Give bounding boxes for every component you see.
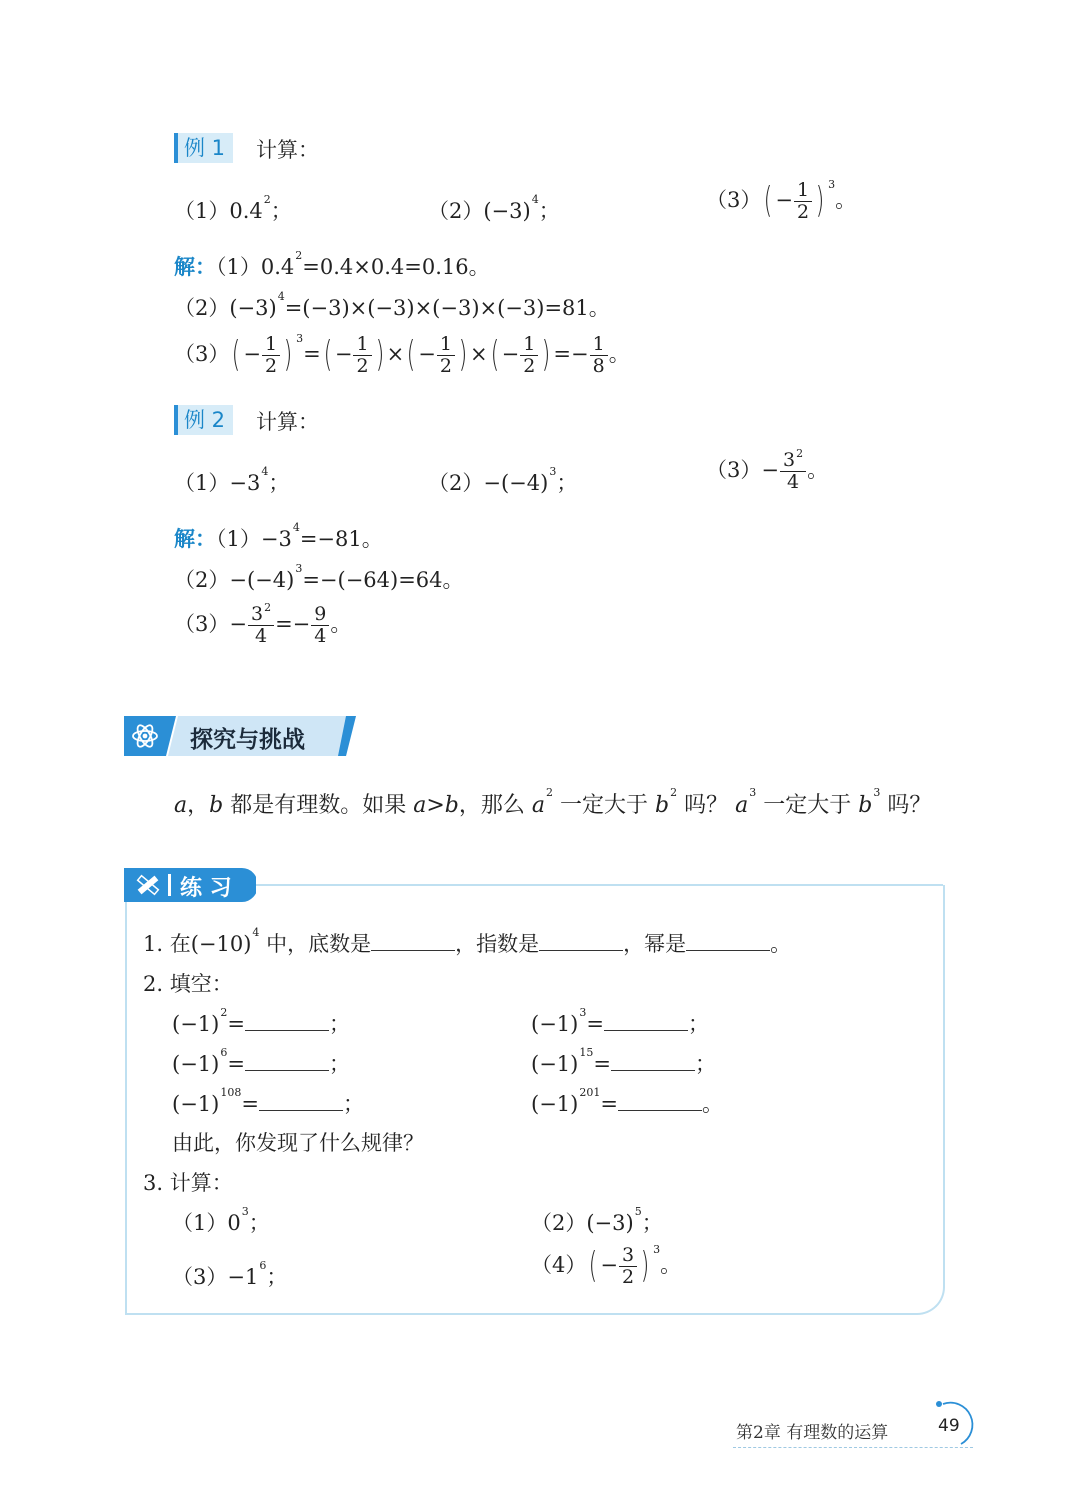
ex1-solution-2: $(2)(-3)^4=(-3)\times(-3)\times(-3)\times(-3)=81$。 [174,290,610,320]
ex1-solution-3: （3）( − $\frac{1}{2}$ ) $^3$=( − $\frac{1}{2}$ ) ×( − $\frac{1}{2}$ ) ×( − $\frac{1}{2}$ ) =− $\frac{1}{8}$ 。 [174,332,630,377]
chapter-label: 第2章 有理数的运算 [736,1423,889,1443]
footer-dashed-line [733,1447,973,1448]
fill-item: $(-1)^{108}=$ ； [172,1086,364,1116]
answer-blank[interactable] [686,932,770,951]
fill-item: $(-1)^3=$ ； [531,1006,709,1036]
calc-item-4: （4）( − $\frac{3}{2}$ ) $^3$。 [531,1243,682,1288]
rule-question: 由此，你发现了什么规律？ [172,1131,424,1155]
explore-question: a，b 都是有理数。如果 a>b，那么 $a^2$ 一定大于 $b^2$ 吗？ $a^3$ 一定大于 $b^3$ 吗？ [174,786,932,818]
ex2-question-2: $(2)-(-4)^3$； [428,465,578,495]
ex2-solution-1: 解：$(1)-3^4=-81$。 [174,521,383,551]
ex1-question-2: $(2)(-3)^4$； [428,193,560,223]
answer-blank[interactable] [245,1012,329,1031]
answer-blank[interactable] [611,1052,695,1071]
example-1-prompt: 计算： [256,138,319,162]
practice-title: 练 习 [180,876,232,901]
page-arc-decoration [925,1398,977,1450]
ex1-question-1: $(1)0.4^2$； [174,193,292,223]
practice-q3: 3. 计算： [143,1171,233,1195]
answer-blank[interactable] [618,1092,702,1111]
example-2-tag: 例 2 [174,405,233,435]
ex2-question-3: （3）− $\frac{3^2}{4}$ 。 [706,447,829,493]
answer-blank[interactable] [259,1092,343,1111]
example-2-prompt: 计算： [256,410,319,434]
answer-blank[interactable] [539,932,623,951]
ex2-solution-2: $(2)-(-4)^3=-(-64)=64$。 [174,562,464,592]
ex1-question-3: （3）( − $\frac{1}{2}$ ) $^3$。 [706,178,857,223]
answer-blank[interactable] [604,1012,688,1031]
pencil-ruler-icon [134,872,162,898]
fill-item: $(-1)^2=$ ； [172,1006,350,1036]
explore-title: 探究与挑战 [190,727,305,753]
practice-q2: 2. 填空： [143,972,233,996]
calc-item-3: $(3)-1^6$； [172,1259,288,1289]
fill-item: $(-1)^6=$ ； [172,1046,350,1076]
example-1-tag: 例 1 [174,133,233,163]
ex2-solution-3: （3）− $\frac{3^2}{4}$ =− $\frac{9}{4}$ 。 [174,601,352,647]
fill-item: $(-1)^{15}=$ ； [531,1046,716,1076]
ex1-solution-1: 解：$(1)0.4^2=0.4\times 0.4=0.16$。 [174,249,490,279]
practice-q1: 1. 在$(-10)^4$ 中，底数是 ，指数是 ，幂是 。 [143,926,792,956]
practice-header [124,868,256,902]
fill-item: $(-1)^{201}=$ 。 [531,1086,723,1116]
answer-blank[interactable] [245,1052,329,1071]
explore-header [124,716,356,756]
calc-item-1: $(1)0^3$； [172,1205,270,1235]
atom-icon [130,721,160,751]
answer-blank[interactable] [371,932,455,951]
calc-item-2: $(2)(-3)^5$； [531,1205,663,1235]
ex2-question-1: $(1)-3^4$； [174,465,290,495]
page-number: 49 [938,1416,960,1436]
